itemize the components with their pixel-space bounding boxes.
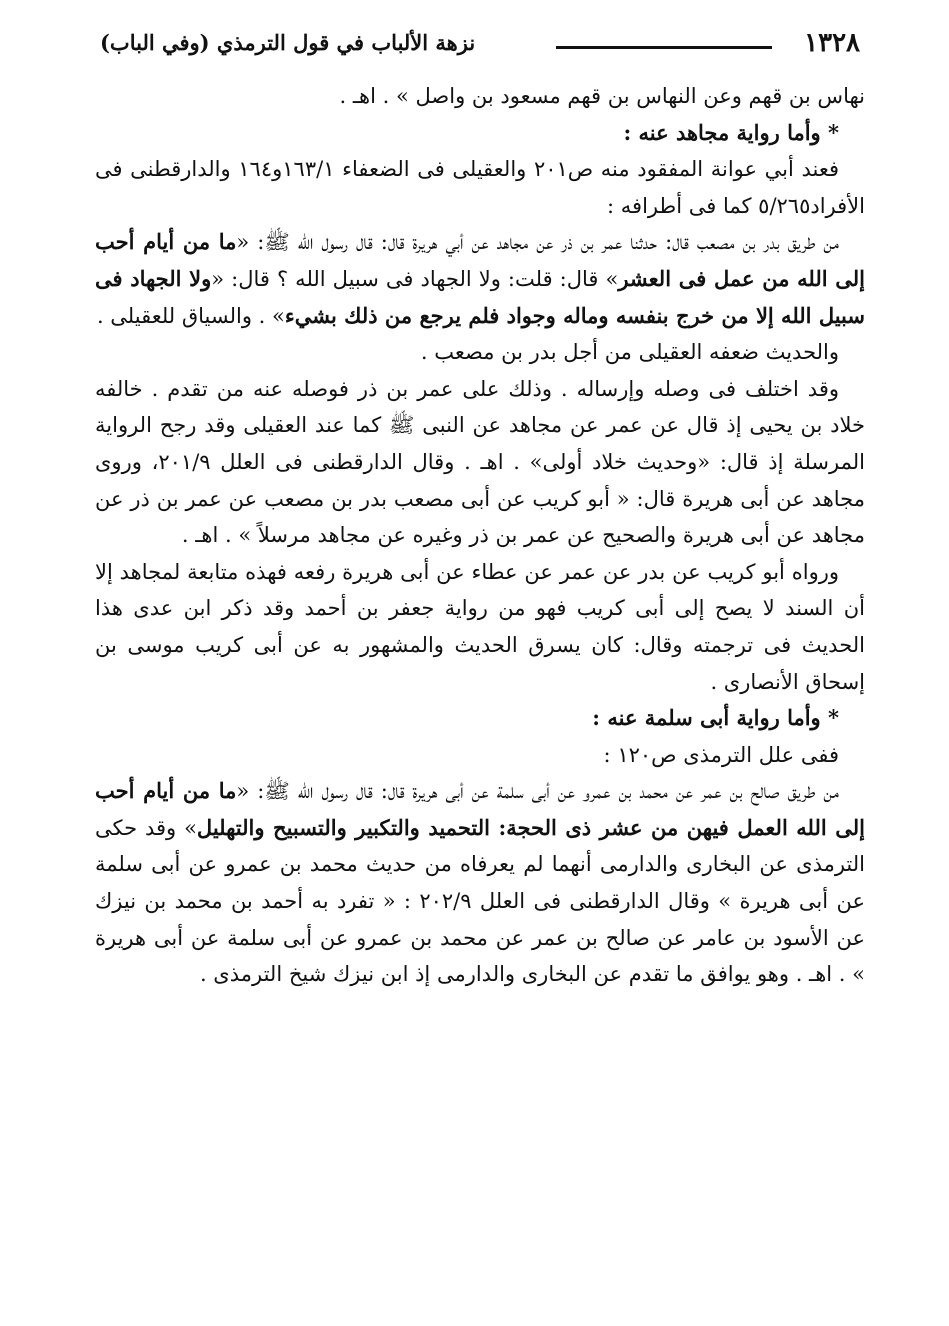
paragraph-abu-kurayb: ورواه أبو كريب عن بدر عن عمر عن عطاء عن أبى هريرة رفعه فهذه متابعة لمجاهد إلا أن السند لا يصح إلى أبى كريب فهو من رواية جعفر بن أحمد وقد ذكر ابن عدى هذا الحديث فى ترجمته وقال: كان يسرق الحديث والمشهور به عن أبى كريب موسى بن إسحاق الأنصارى .: [95, 559, 865, 694]
paragraph-grading: والحديث ضعفه العقيلى من أجل بدر بن مصعب .: [420, 340, 839, 365]
section-heading-text: وأما رواية مجاهد عنه :: [623, 119, 821, 145]
hadith-question: » قال: قلت: ولا الجهاد فى سبيل الله ؟ قال: «: [211, 266, 619, 291]
paragraph-tirmidhi-ilal: ففى علل الترمذى ص١٢٠ :: [603, 742, 839, 767]
paragraph-sources: فعند أبي عوانة المفقود منه ص٢٠١ والعقيلى فى الضعفاء ١٦٣/١و١٦٤ والدارقطنى فى الأفراد٥/٢٦٥ كما فى أطرافه :: [95, 157, 865, 218]
paragraph-hadith-badr: [95, 224, 865, 334]
hadith-chain: من طريق بدر بن مصعب قال: حدثنا عمر بن ذر عن مجاهد عن أبي هريرة قال: قال رسول الله ﷺ: «: [236, 230, 839, 255]
main-text: [95, 78, 865, 993]
paragraph-continuation: نهاس بن قهم وعن النهاس بن قهم مسعود بن واصل » . اهـ .: [339, 84, 865, 108]
hadith-commentary: » وقد حكى الترمذى عن البخارى والدارمى أنهما لم يعرفاه من حديث محمد بن عمرو عن أبى سلمة عن أبى هريرة » وقال الدارقطنى فى العلل ٢٠٢/٩ : « تفرد به أحمد بن محمد بن نيزك عن الأسود بن عامر عن صالح بن عمر عن محمد بن عمرو عن أبى سلمة عن أبى هريرة » . اهـ . وهو يوافق ما تقدم عن البخارى والدارمى إذ ابن نيزك شيخ الترمذى .: [95, 815, 865, 987]
paragraph-hadith-salih: [95, 773, 865, 993]
running-title: نزهة الألباب في قول الترمذي (وفي الباب): [100, 30, 476, 55]
star-bullet: *: [828, 705, 839, 731]
hadith-chain: من طريق صالح بن عمر عن محمد بن عمرو عن أبى سلمة عن أبى هريرة قال: قال رسول الله ﷺ: «: [236, 779, 839, 804]
section-heading-mujahid: [95, 115, 865, 152]
section-heading-abu-salama: [95, 700, 865, 737]
paragraph-disagreement: وقد اختلف فى وصله وإرساله . وذلك على عمر بن ذر فوصله عنه من تقدم . خالفه خلاد بن يحيى إذ قال عن عمر عن مجاهد عن النبى ﷺ كما عند العقيلى وقد رجح الرواية المرسلة إذ قال: «وحديث خلاد أولى» . اهـ . وقال الدارقطنى فى العلل ٢٠١/٩، وروى مجاهد عن أبى هريرة قال: « أبو كريب عن أبى مصعب بدر بن مصعب عن عمر بن ذر عن مجاهد عن أبى هريرة والصحيح عن عمر بن ذر وغيره عن مجاهد مرسلاً » . اهـ .: [95, 376, 865, 548]
hadith-text: ما من أيام أحب إلى الله من عمل فى العشر: [95, 229, 865, 291]
page-header: [100, 22, 860, 62]
hadith-note: » . والسياق للعقيلى .: [96, 303, 285, 328]
hadith-text: ما من أيام أحب إلى الله العمل فيهن من عشر ذى الحجة: التحميد والتكبير والتسبيح والتهليل: [95, 778, 866, 840]
header-rule: [556, 46, 772, 49]
section-heading-text: وأما رواية أبى سلمة عنه :: [592, 705, 821, 731]
hadith-text-answer: ولا الجهاد فى سبيل الله إلا من خرج بنفسه وماله وجواد فلم يرجع من ذلك بشيء: [95, 265, 865, 328]
page-number: ١٣٢٨: [804, 28, 860, 58]
star-bullet: *: [828, 119, 839, 145]
